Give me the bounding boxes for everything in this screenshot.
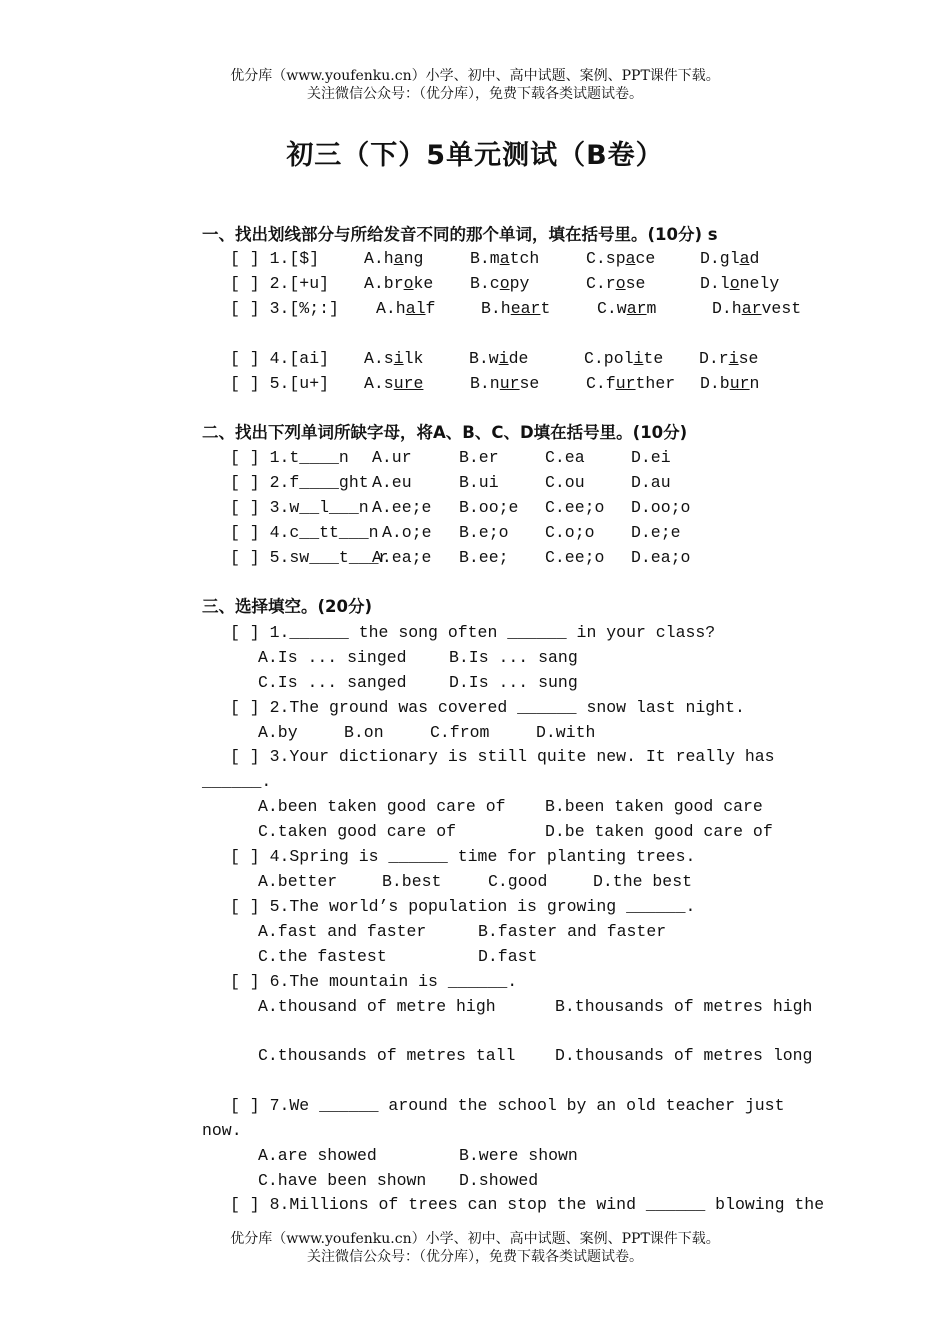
s2-q3-option-a: A.ee;e [372, 498, 432, 517]
s3-q7-option-a: A.are showed [258, 1146, 377, 1165]
page-footer-line1: 优分库（www.youfenku.cn）小学、初中、高中试题、案例、PPT课件下载。 [230, 1231, 720, 1247]
s3-q5-option-a: A.fast and faster [258, 922, 427, 941]
s2-q4-option-a: A.o;e [382, 523, 432, 542]
page-footer-line2: 关注微信公众号：（优分库），免费下载各类试题试卷。 [307, 1249, 643, 1265]
s2-q4-option-d: D.e;e [631, 523, 681, 542]
s3-q2-stem: [ ] 2.The ground was covered ______ snow last night. [230, 698, 745, 717]
s2-q3-option-d: D.oo;o [631, 498, 691, 517]
s3-q1-stem: [ ] 1.______ the song often ______ in your class? [230, 623, 716, 642]
s1-q5-option-a: A.sure [364, 374, 424, 393]
s1-q2-option-c: C.rose [586, 274, 646, 293]
section3-heading: 三、选择填空。(20分) [202, 597, 373, 616]
s1-q3-option-c: C.warm [597, 299, 657, 318]
s3-q1-option-b: B.Is ... sang [449, 648, 578, 667]
s3-q5-option-b: B.faster and faster [478, 922, 667, 941]
s2-q5-option-c: C.ee;o [545, 548, 605, 567]
s3-q3-stem: [ ] 3.Your dictionary is still quite new. It really has [230, 747, 775, 766]
s1-q2-option-b: B.copy [470, 274, 530, 293]
s2-q2-option-c: C.ou [545, 473, 585, 492]
s2-q1-option-c: C.ea [545, 448, 585, 467]
s3-q7-stem-continued: now. [202, 1121, 242, 1140]
s3-q6-option-a: A.thousand of metre high [258, 997, 496, 1016]
s3-q4-option-a: A.better [258, 872, 338, 891]
page-header-line1: 优分库（www.youfenku.cn）小学、初中、高中试题、案例、PPT课件下载。 [230, 68, 720, 84]
s3-q7-option-c: C.have been shown [258, 1171, 427, 1190]
s1-q3-number: [ ] 3.[%;:] [230, 299, 339, 318]
s1-q5-option-c: C.further [586, 374, 676, 393]
s2-q5-option-a: A.ea;e [372, 548, 432, 567]
s2-q1-question: [ ] 1.t____n [230, 448, 349, 467]
s3-q6-stem: [ ] 6.The mountain is ______. [230, 972, 518, 991]
s1-q2-number: [ ] 2.[+u] [230, 274, 330, 293]
s1-q1-option-d: D.glad [700, 249, 760, 268]
s3-q4-option-b: B.best [382, 872, 442, 891]
s3-q6-option-b: B.thousands of metres high [555, 997, 813, 1016]
section1-heading: 一、找出划线部分与所给发音不同的那个单词，填在括号里。(10分) s [202, 225, 718, 244]
s1-q2-option-d: D.lonely [700, 274, 780, 293]
s3-q3-option-b: B.been taken good care [545, 797, 763, 816]
s2-q3-option-c: C.ee;o [545, 498, 605, 517]
s3-q3-stem-continued: ______. [202, 772, 272, 791]
s1-q3-option-a: A.half [376, 299, 436, 318]
s3-q3-option-a: A.been taken good care of [258, 797, 506, 816]
s3-q8-stem: [ ] 8.Millions of trees can stop the wind ______ blowing the [230, 1195, 825, 1214]
s2-q4-option-c: C.o;o [545, 523, 595, 542]
s3-q4-option-c: C.good [488, 872, 548, 891]
s1-q5-option-d: D.burn [700, 374, 760, 393]
s2-q5-option-d: D.ea;o [631, 548, 691, 567]
s3-q2-option-c: C.from [430, 723, 490, 742]
s3-q5-option-c: C.the fastest [258, 947, 387, 966]
s1-q1-number: [ ] 1.[$] [230, 249, 320, 268]
s2-q4-option-b: B.e;o [459, 523, 509, 542]
s1-q4-option-c: C.polite [584, 349, 664, 368]
s3-q4-stem: [ ] 4.Spring is ______ time for planting trees. [230, 847, 696, 866]
s3-q4-option-d: D.the best [593, 872, 693, 891]
s1-q2-option-a: A.broke [364, 274, 434, 293]
s3-q2-option-b: B.on [344, 723, 384, 742]
s2-q3-option-b: B.oo;e [459, 498, 519, 517]
s3-q1-option-a: A.Is ... singed [258, 648, 407, 667]
s1-q5-option-b: B.nurse [470, 374, 540, 393]
s3-q3-option-d: D.be taken good care of [545, 822, 773, 841]
s1-q4-number: [ ] 4.[ai] [230, 349, 330, 368]
s2-q2-option-d: D.au [631, 473, 671, 492]
s2-q1-option-b: B.er [459, 448, 499, 467]
s1-q4-option-a: A.silk [364, 349, 424, 368]
s3-q3-option-c: C.taken good care of [258, 822, 457, 841]
s2-q1-option-a: A.ur [372, 448, 412, 467]
s2-q2-option-b: B.ui [459, 473, 499, 492]
s2-q4-question: [ ] 4.c__tt___n [230, 523, 379, 542]
s1-q4-option-b: B.wide [469, 349, 529, 368]
s1-q1-option-b: B.match [470, 249, 540, 268]
s3-q6-option-d: D.thousands of metres long [555, 1046, 813, 1065]
s3-q5-stem: [ ] 5.The world’s population is growing ______. [230, 897, 696, 916]
s1-q3-option-b: B.heart [481, 299, 551, 318]
s3-q2-option-a: A.by [258, 723, 298, 742]
s3-q2-option-d: D.with [536, 723, 596, 742]
s2-q5-option-b: B.ee; [459, 548, 509, 567]
s3-q1-option-d: D.Is ... sung [449, 673, 578, 692]
s2-q1-option-d: D.ei [631, 448, 671, 467]
s2-q3-question: [ ] 3.w__l___n [230, 498, 369, 517]
s1-q1-option-c: C.space [586, 249, 656, 268]
page-header-line2: 关注微信公众号：（优分库），免费下载各类试题试卷。 [307, 86, 643, 102]
s3-q1-option-c: C.Is ... sanged [258, 673, 407, 692]
s3-q7-stem: [ ] 7.We ______ around the school by an old teacher just [230, 1096, 785, 1115]
page-title: 初三（下）5单元测试（B卷） [286, 140, 664, 171]
s2-q2-option-a: A.eu [372, 473, 412, 492]
s1-q3-option-d: D.harvest [712, 299, 802, 318]
s2-q5-question: [ ] 5.sw___t___r [230, 548, 389, 567]
s3-q6-option-c: C.thousands of metres tall [258, 1046, 516, 1065]
s1-q1-option-a: A.hang [364, 249, 424, 268]
s2-q2-question: [ ] 2.f____ght [230, 473, 369, 492]
s3-q7-option-d: D.showed [459, 1171, 539, 1190]
section2-heading: 二、找出下列单词所缺字母，将A、B、C、D填在括号里。(10分) [202, 423, 688, 442]
s1-q4-option-d: D.rise [699, 349, 759, 368]
s3-q5-option-d: D.fast [478, 947, 538, 966]
s1-q5-number: [ ] 5.[u+] [230, 374, 330, 393]
s3-q7-option-b: B.were shown [459, 1146, 578, 1165]
